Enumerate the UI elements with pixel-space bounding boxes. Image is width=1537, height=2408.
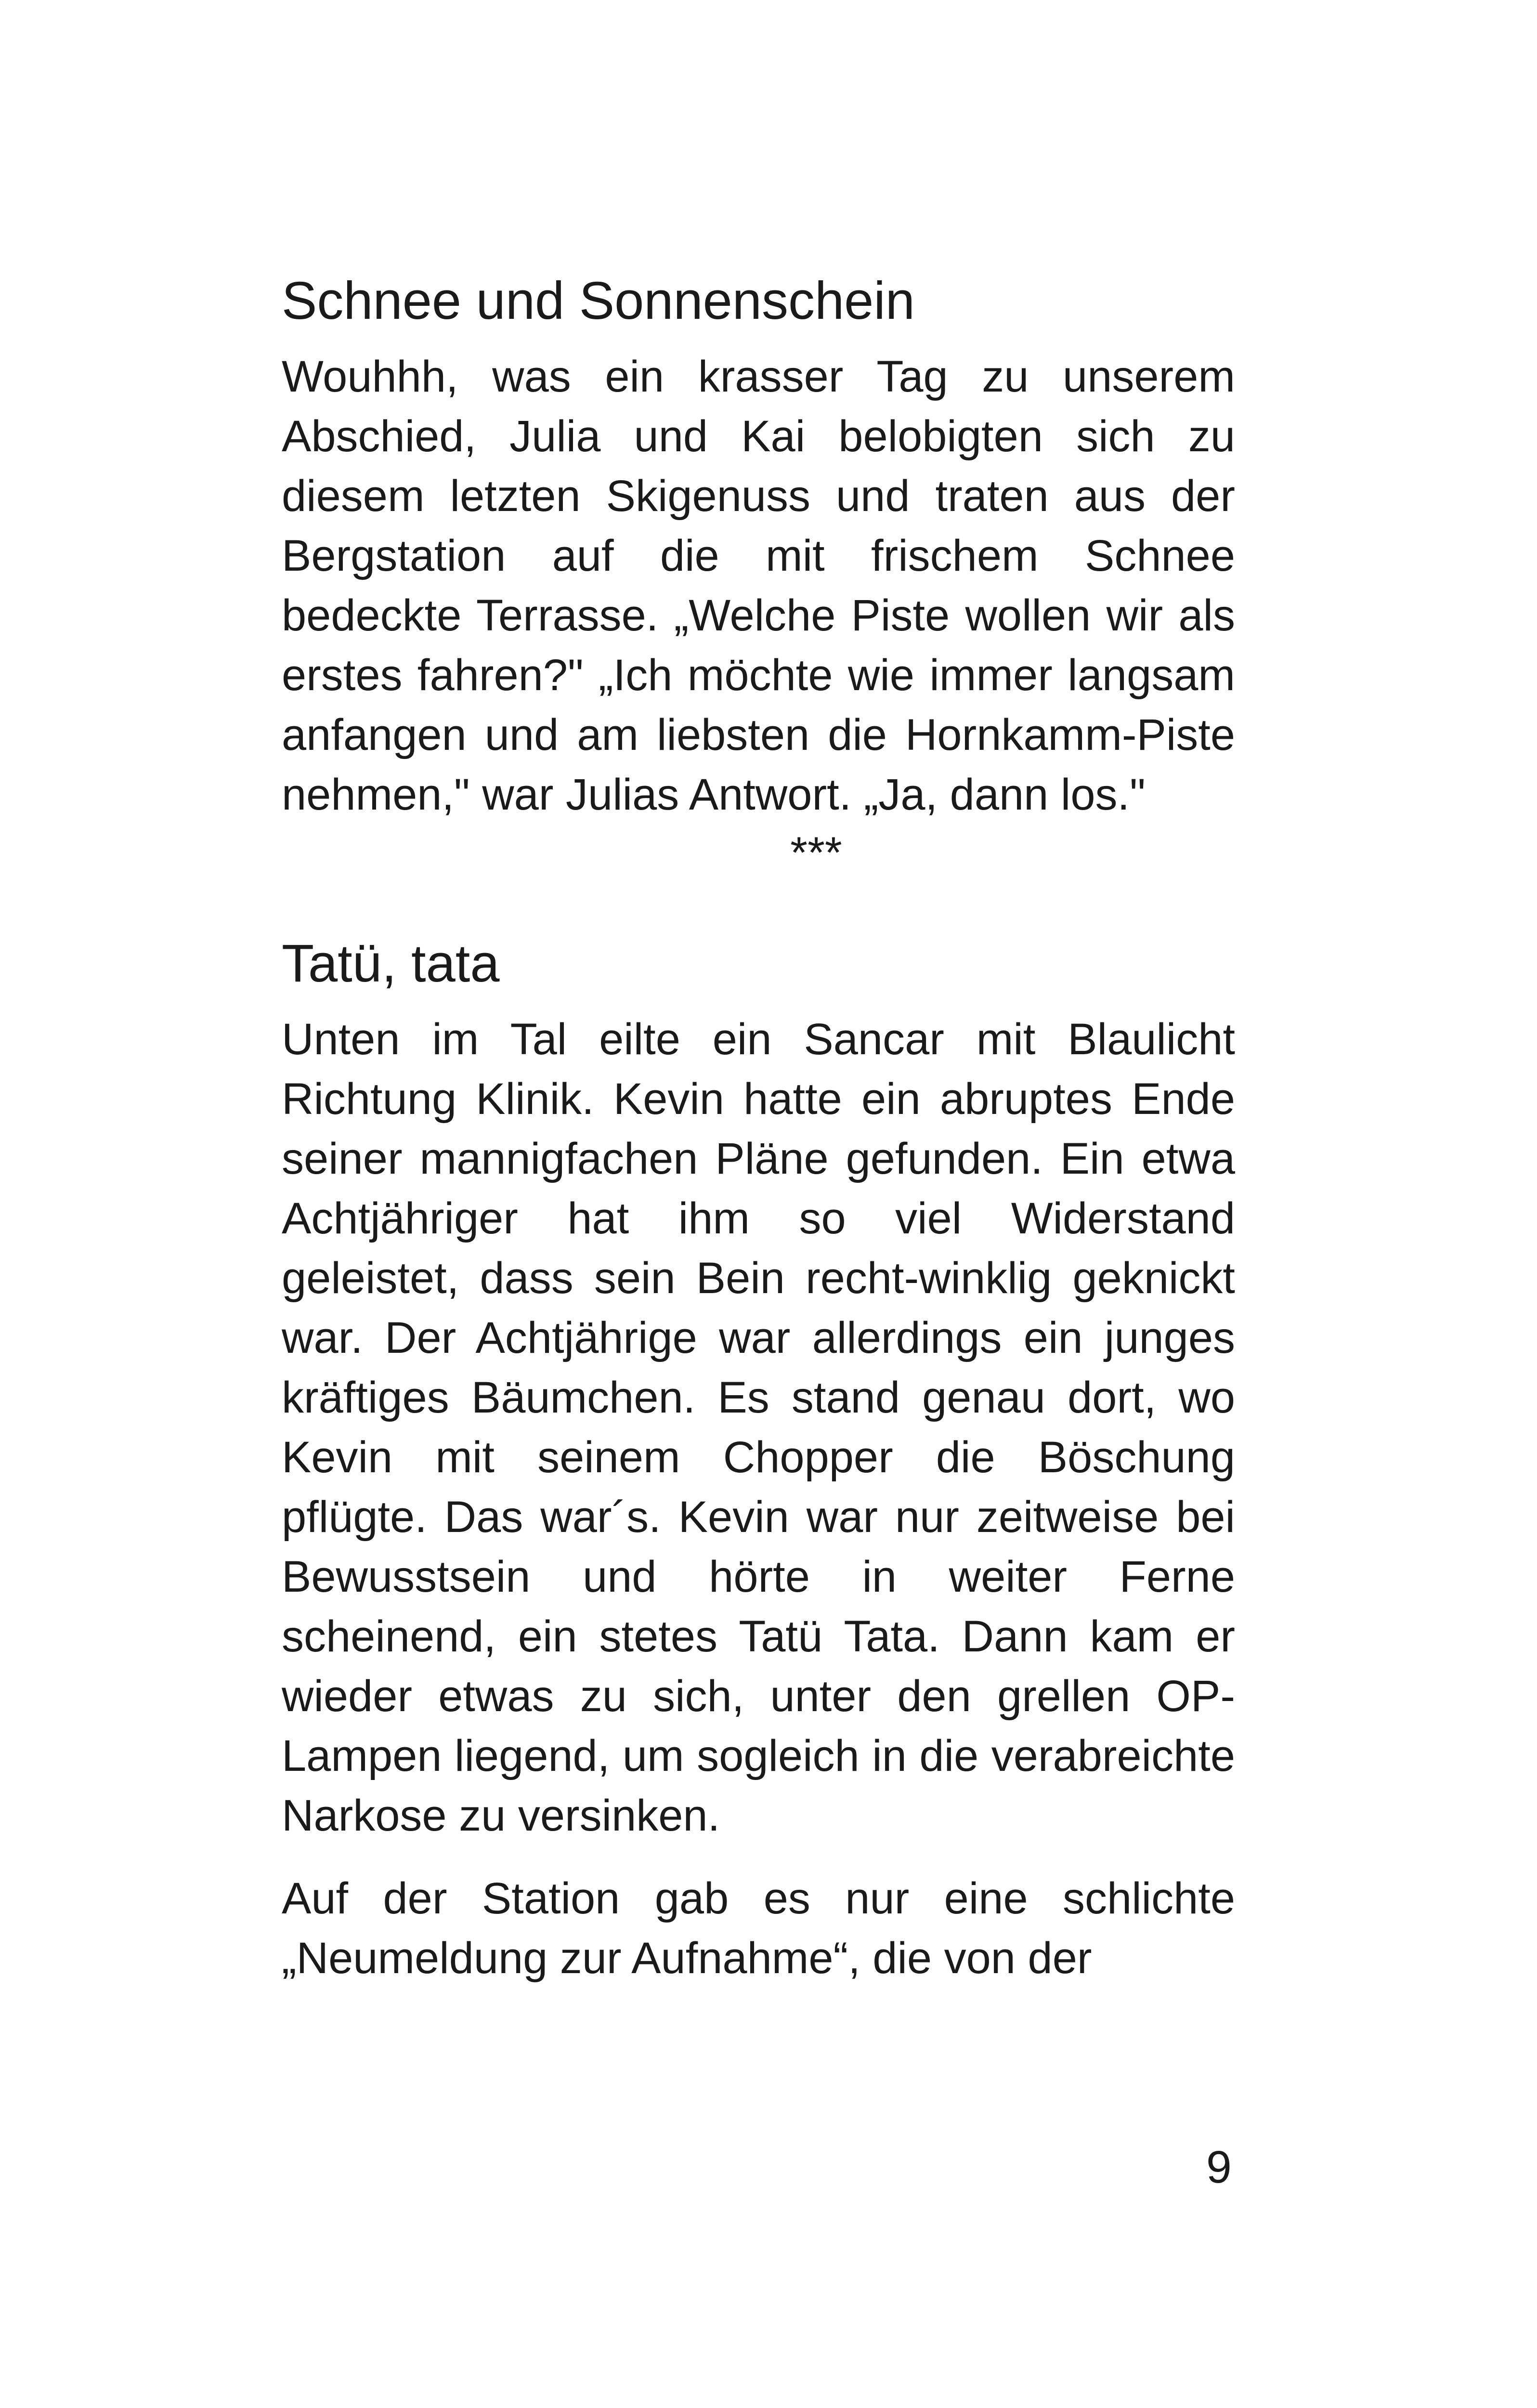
section-separator: *** xyxy=(790,828,842,877)
paragraph-tatue-2: Auf der Station gab es nur eine schlichte „Neumeldung zur Aufnahme“, die von der xyxy=(282,1874,1235,1983)
book-page xyxy=(282,270,1235,1988)
paragraph-schnee-1: Wouhhh, was ein krasser Tag zu unserem Abschied, Julia und Kai belobigten sich zu diesem letzten Skigenuss und traten aus der Bergstation auf die mit frischem Schnee bedeckte Terrasse. „Welche Piste wollen wir als erstes fahren?" „Ich möchte wie immer langsam anfangen und am liebsten die Hornkamm-Piste nehmen," war Julias Antwort. „Ja, dann los." xyxy=(282,352,1235,819)
page-number: 9 xyxy=(1206,2142,1232,2193)
section-title-schnee: Schnee und Sonnenschein xyxy=(282,271,915,330)
paragraph-tatue-1: Unten im Tal eilte ein Sancar mit Blaulicht Richtung Klinik. Kevin hatte ein abruptes Ende seiner mannigfachen Pläne gefunden. Ein etwa Achtjähriger hat ihm so viel Widerstand geleistet, dass sein Bein recht-winklig geknickt war. Der Achtjährige war allerdings ein junges kräftiges Bäumchen. Es stand genau dort, wo Kevin mit seinem Chopper die Böschung pflügte. Das war´s. Kevin war nur zeitweise bei Bewusstsein und hörte in weiter Ferne scheinend, ein stetes Tatü Tata. Dann kam er wieder etwas zu sich, unter den grellen OP-Lampen liegend, um sogleich in die verabreichte Narkose zu versinken. xyxy=(282,1015,1235,1840)
section-title-tatue: Tatü, tata xyxy=(282,934,500,993)
